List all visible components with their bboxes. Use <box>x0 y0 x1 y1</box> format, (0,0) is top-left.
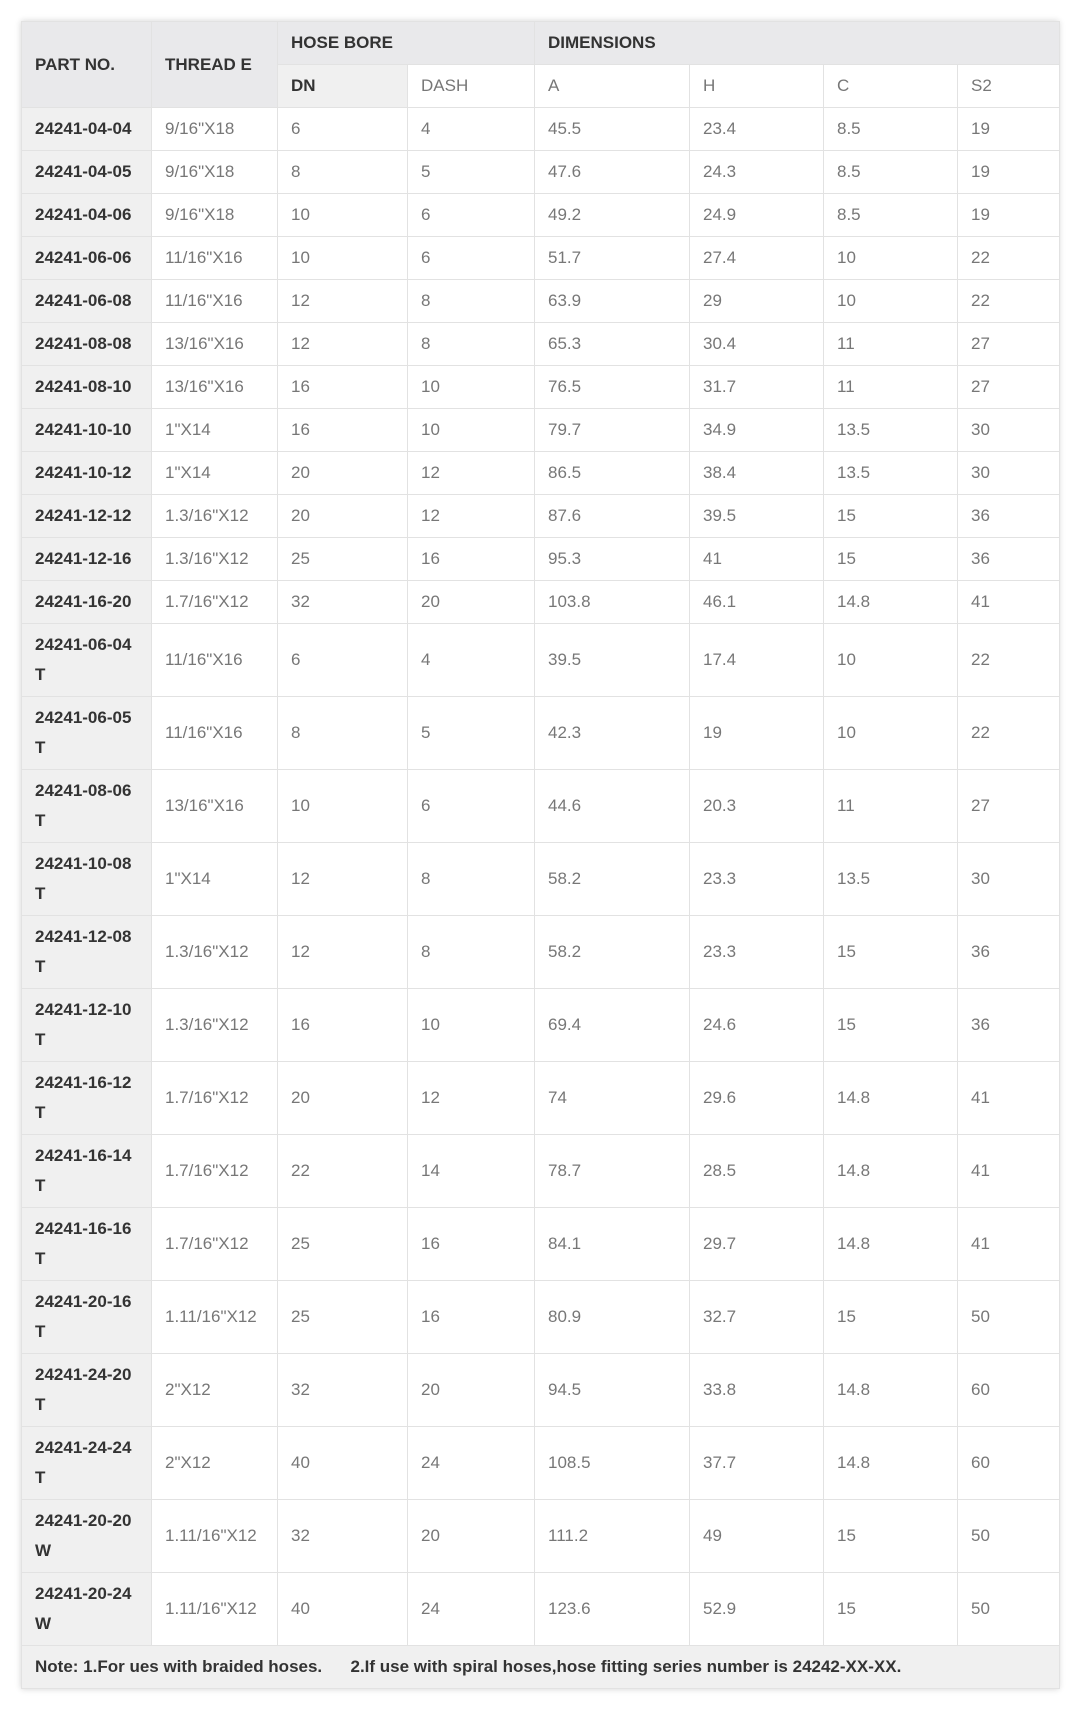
cell-a: 108.5 <box>535 1427 690 1500</box>
cell-s2: 50 <box>958 1500 1060 1573</box>
table-row <box>22 1354 1060 1427</box>
cell-part: 24241-08-10 <box>22 366 152 409</box>
cell-c: 13.5 <box>824 452 958 495</box>
table-row <box>22 194 1060 237</box>
cell-dn: 25 <box>278 538 408 581</box>
cell-a: 74 <box>535 1062 690 1135</box>
cell-c: 15 <box>824 1500 958 1573</box>
cell-part: 24241-08-08 <box>22 323 152 366</box>
cell-thread: 11/16"X16 <box>152 624 278 697</box>
cell-dash: 8 <box>408 916 535 989</box>
cell-c: 15 <box>824 989 958 1062</box>
cell-h: 49 <box>690 1500 824 1573</box>
cell-dn: 40 <box>278 1427 408 1500</box>
cell-dash: 20 <box>408 581 535 624</box>
cell-a: 94.5 <box>535 1354 690 1427</box>
cell-thread: 1.3/16"X12 <box>152 916 278 989</box>
cell-dash: 8 <box>408 280 535 323</box>
cell-a: 84.1 <box>535 1208 690 1281</box>
cell-thread: 1.7/16"X12 <box>152 1208 278 1281</box>
cell-s2: 60 <box>958 1354 1060 1427</box>
cell-c: 15 <box>824 538 958 581</box>
table-row <box>22 624 1060 697</box>
cell-part: 24241-20-20 W <box>22 1500 152 1573</box>
cell-a: 58.2 <box>535 843 690 916</box>
cell-part: 24241-10-12 <box>22 452 152 495</box>
cell-s2: 19 <box>958 108 1060 151</box>
cell-thread: 1"X14 <box>152 409 278 452</box>
cell-dash: 10 <box>408 409 535 452</box>
cell-dash: 5 <box>408 151 535 194</box>
cell-part: 24241-10-10 <box>22 409 152 452</box>
cell-dn: 16 <box>278 409 408 452</box>
cell-dn: 20 <box>278 452 408 495</box>
cell-thread: 1.3/16"X12 <box>152 538 278 581</box>
cell-a: 44.6 <box>535 770 690 843</box>
cell-dn: 10 <box>278 237 408 280</box>
cell-dn: 25 <box>278 1208 408 1281</box>
cell-h: 33.8 <box>690 1354 824 1427</box>
cell-thread: 1.3/16"X12 <box>152 495 278 538</box>
cell-a: 39.5 <box>535 624 690 697</box>
cell-a: 42.3 <box>535 697 690 770</box>
cell-c: 15 <box>824 916 958 989</box>
cell-c: 8.5 <box>824 194 958 237</box>
table-row <box>22 843 1060 916</box>
cell-s2: 60 <box>958 1427 1060 1500</box>
cell-part: 24241-20-16 T <box>22 1281 152 1354</box>
cell-thread: 9/16"X18 <box>152 151 278 194</box>
cell-h: 28.5 <box>690 1135 824 1208</box>
cell-dn: 6 <box>278 108 408 151</box>
cell-dash: 20 <box>408 1354 535 1427</box>
cell-h: 23.4 <box>690 108 824 151</box>
cell-part: 24241-12-10 T <box>22 989 152 1062</box>
cell-s2: 30 <box>958 452 1060 495</box>
note-row <box>22 1646 1060 1689</box>
table-row <box>22 1208 1060 1281</box>
cell-h: 52.9 <box>690 1573 824 1646</box>
header-c: C <box>824 65 958 108</box>
fitting-spec-table <box>21 21 1060 1689</box>
cell-thread: 13/16"X16 <box>152 323 278 366</box>
cell-c: 8.5 <box>824 108 958 151</box>
cell-c: 14.8 <box>824 1208 958 1281</box>
cell-dash: 8 <box>408 843 535 916</box>
cell-s2: 22 <box>958 280 1060 323</box>
cell-thread: 1.11/16"X12 <box>152 1573 278 1646</box>
cell-part: 24241-12-12 <box>22 495 152 538</box>
table-row <box>22 1062 1060 1135</box>
cell-dn: 10 <box>278 194 408 237</box>
cell-part: 24241-04-04 <box>22 108 152 151</box>
cell-part: 24241-06-04 T <box>22 624 152 697</box>
cell-s2: 36 <box>958 916 1060 989</box>
cell-h: 37.7 <box>690 1427 824 1500</box>
cell-thread: 9/16"X18 <box>152 194 278 237</box>
cell-c: 14.8 <box>824 581 958 624</box>
cell-dash: 24 <box>408 1573 535 1646</box>
cell-s2: 30 <box>958 843 1060 916</box>
cell-a: 123.6 <box>535 1573 690 1646</box>
cell-a: 45.5 <box>535 108 690 151</box>
cell-dash: 6 <box>408 237 535 280</box>
cell-dn: 12 <box>278 323 408 366</box>
cell-c: 11 <box>824 323 958 366</box>
cell-c: 11 <box>824 366 958 409</box>
cell-a: 111.2 <box>535 1500 690 1573</box>
cell-dn: 16 <box>278 989 408 1062</box>
cell-dn: 32 <box>278 1500 408 1573</box>
cell-c: 15 <box>824 495 958 538</box>
cell-thread: 1.11/16"X12 <box>152 1281 278 1354</box>
cell-h: 20.3 <box>690 770 824 843</box>
cell-thread: 1.7/16"X12 <box>152 581 278 624</box>
spec-table-card <box>21 21 1059 1689</box>
cell-s2: 50 <box>958 1573 1060 1646</box>
header-dn: DN <box>278 65 408 108</box>
cell-a: 78.7 <box>535 1135 690 1208</box>
cell-s2: 19 <box>958 151 1060 194</box>
table-row <box>22 280 1060 323</box>
cell-s2: 22 <box>958 697 1060 770</box>
table-row <box>22 323 1060 366</box>
cell-thread: 11/16"X16 <box>152 280 278 323</box>
cell-dash: 8 <box>408 323 535 366</box>
table-row <box>22 916 1060 989</box>
table-row <box>22 1281 1060 1354</box>
cell-dn: 32 <box>278 1354 408 1427</box>
cell-dn: 8 <box>278 151 408 194</box>
cell-dash: 14 <box>408 1135 535 1208</box>
cell-h: 29.7 <box>690 1208 824 1281</box>
cell-a: 63.9 <box>535 280 690 323</box>
cell-dn: 22 <box>278 1135 408 1208</box>
cell-c: 15 <box>824 1281 958 1354</box>
header-thread: THREAD E <box>152 22 278 108</box>
header-dimensions: DIMENSIONS <box>535 22 1060 65</box>
cell-c: 10 <box>824 697 958 770</box>
cell-part: 24241-24-20 T <box>22 1354 152 1427</box>
header-part-no: PART NO. <box>22 22 152 108</box>
cell-h: 29.6 <box>690 1062 824 1135</box>
table-header <box>22 22 1060 108</box>
table-row <box>22 495 1060 538</box>
table-row <box>22 452 1060 495</box>
cell-dn: 40 <box>278 1573 408 1646</box>
cell-part: 24241-04-06 <box>22 194 152 237</box>
table-row <box>22 581 1060 624</box>
cell-part: 24241-06-05 T <box>22 697 152 770</box>
cell-s2: 36 <box>958 538 1060 581</box>
table-row <box>22 989 1060 1062</box>
cell-s2: 41 <box>958 1062 1060 1135</box>
cell-dn: 8 <box>278 697 408 770</box>
table-row <box>22 1500 1060 1573</box>
table-row <box>22 697 1060 770</box>
cell-c: 15 <box>824 1573 958 1646</box>
header-hose-bore: HOSE BORE <box>278 22 535 65</box>
cell-a: 47.6 <box>535 151 690 194</box>
cell-h: 23.3 <box>690 843 824 916</box>
cell-c: 14.8 <box>824 1062 958 1135</box>
cell-part: 24241-10-08 T <box>22 843 152 916</box>
cell-s2: 41 <box>958 1208 1060 1281</box>
table-row <box>22 1135 1060 1208</box>
table-row <box>22 108 1060 151</box>
cell-s2: 27 <box>958 323 1060 366</box>
table-row <box>22 151 1060 194</box>
cell-s2: 50 <box>958 1281 1060 1354</box>
cell-c: 10 <box>824 280 958 323</box>
cell-s2: 41 <box>958 581 1060 624</box>
cell-a: 80.9 <box>535 1281 690 1354</box>
cell-s2: 19 <box>958 194 1060 237</box>
cell-h: 46.1 <box>690 581 824 624</box>
cell-dn: 32 <box>278 581 408 624</box>
table-row <box>22 538 1060 581</box>
cell-thread: 2"X12 <box>152 1354 278 1427</box>
cell-h: 24.6 <box>690 989 824 1062</box>
cell-thread: 2"X12 <box>152 1427 278 1500</box>
cell-h: 27.4 <box>690 237 824 280</box>
cell-h: 24.3 <box>690 151 824 194</box>
cell-c: 14.8 <box>824 1427 958 1500</box>
cell-s2: 22 <box>958 237 1060 280</box>
table-note: Note: 1.For ues with braided hoses. 2.If use with spiral hoses,hose fitting series number is 24242-XX-XX. <box>22 1646 1060 1689</box>
cell-dash: 4 <box>408 108 535 151</box>
cell-a: 76.5 <box>535 366 690 409</box>
cell-dash: 10 <box>408 989 535 1062</box>
cell-dash: 16 <box>408 1208 535 1281</box>
table-row <box>22 237 1060 280</box>
cell-a: 86.5 <box>535 452 690 495</box>
cell-h: 32.7 <box>690 1281 824 1354</box>
cell-dn: 12 <box>278 280 408 323</box>
cell-dash: 5 <box>408 697 535 770</box>
cell-dn: 20 <box>278 495 408 538</box>
cell-part: 24241-08-06 T <box>22 770 152 843</box>
cell-dash: 20 <box>408 1500 535 1573</box>
cell-a: 69.4 <box>535 989 690 1062</box>
cell-dn: 10 <box>278 770 408 843</box>
cell-c: 10 <box>824 624 958 697</box>
cell-s2: 27 <box>958 770 1060 843</box>
cell-h: 17.4 <box>690 624 824 697</box>
cell-s2: 27 <box>958 366 1060 409</box>
cell-dn: 6 <box>278 624 408 697</box>
cell-s2: 22 <box>958 624 1060 697</box>
cell-dash: 12 <box>408 452 535 495</box>
cell-dash: 6 <box>408 770 535 843</box>
cell-a: 79.7 <box>535 409 690 452</box>
table-row <box>22 409 1060 452</box>
header-a: A <box>535 65 690 108</box>
cell-part: 24241-16-16 T <box>22 1208 152 1281</box>
cell-thread: 9/16"X18 <box>152 108 278 151</box>
cell-a: 49.2 <box>535 194 690 237</box>
cell-part: 24241-12-08 T <box>22 916 152 989</box>
cell-thread: 11/16"X16 <box>152 237 278 280</box>
cell-h: 34.9 <box>690 409 824 452</box>
cell-s2: 36 <box>958 495 1060 538</box>
cell-h: 39.5 <box>690 495 824 538</box>
cell-part: 24241-06-08 <box>22 280 152 323</box>
cell-part: 24241-24-24 T <box>22 1427 152 1500</box>
cell-h: 38.4 <box>690 452 824 495</box>
cell-c: 14.8 <box>824 1135 958 1208</box>
cell-dn: 12 <box>278 843 408 916</box>
cell-thread: 1"X14 <box>152 843 278 916</box>
cell-c: 8.5 <box>824 151 958 194</box>
cell-thread: 13/16"X16 <box>152 366 278 409</box>
cell-c: 11 <box>824 770 958 843</box>
cell-thread: 1.11/16"X12 <box>152 1500 278 1573</box>
cell-dash: 10 <box>408 366 535 409</box>
cell-dash: 16 <box>408 538 535 581</box>
cell-s2: 36 <box>958 989 1060 1062</box>
cell-h: 41 <box>690 538 824 581</box>
cell-a: 87.6 <box>535 495 690 538</box>
table-row <box>22 1573 1060 1646</box>
header-s2: S2 <box>958 65 1060 108</box>
cell-a: 103.8 <box>535 581 690 624</box>
cell-c: 14.8 <box>824 1354 958 1427</box>
cell-dash: 12 <box>408 495 535 538</box>
cell-h: 31.7 <box>690 366 824 409</box>
cell-s2: 41 <box>958 1135 1060 1208</box>
cell-thread: 1.7/16"X12 <box>152 1135 278 1208</box>
cell-h: 29 <box>690 280 824 323</box>
cell-dn: 12 <box>278 916 408 989</box>
cell-part: 24241-16-14 T <box>22 1135 152 1208</box>
cell-part: 24241-06-06 <box>22 237 152 280</box>
cell-a: 65.3 <box>535 323 690 366</box>
cell-a: 51.7 <box>535 237 690 280</box>
cell-dash: 24 <box>408 1427 535 1500</box>
cell-part: 24241-12-16 <box>22 538 152 581</box>
cell-thread: 13/16"X16 <box>152 770 278 843</box>
cell-part: 24241-20-24 W <box>22 1573 152 1646</box>
cell-a: 58.2 <box>535 916 690 989</box>
cell-h: 24.9 <box>690 194 824 237</box>
cell-c: 10 <box>824 237 958 280</box>
cell-a: 95.3 <box>535 538 690 581</box>
cell-dash: 6 <box>408 194 535 237</box>
cell-h: 19 <box>690 697 824 770</box>
cell-h: 30.4 <box>690 323 824 366</box>
table-row <box>22 770 1060 843</box>
cell-thread: 1.7/16"X12 <box>152 1062 278 1135</box>
table-body <box>22 108 1060 1646</box>
cell-dn: 16 <box>278 366 408 409</box>
cell-h: 23.3 <box>690 916 824 989</box>
cell-dash: 4 <box>408 624 535 697</box>
header-h: H <box>690 65 824 108</box>
table-row <box>22 366 1060 409</box>
cell-c: 13.5 <box>824 843 958 916</box>
cell-s2: 30 <box>958 409 1060 452</box>
cell-thread: 11/16"X16 <box>152 697 278 770</box>
cell-thread: 1"X14 <box>152 452 278 495</box>
table-row <box>22 1427 1060 1500</box>
cell-c: 13.5 <box>824 409 958 452</box>
cell-dash: 16 <box>408 1281 535 1354</box>
cell-part: 24241-04-05 <box>22 151 152 194</box>
cell-dn: 25 <box>278 1281 408 1354</box>
cell-thread: 1.3/16"X12 <box>152 989 278 1062</box>
cell-dash: 12 <box>408 1062 535 1135</box>
cell-part: 24241-16-20 <box>22 581 152 624</box>
cell-part: 24241-16-12 T <box>22 1062 152 1135</box>
header-dash: DASH <box>408 65 535 108</box>
cell-dn: 20 <box>278 1062 408 1135</box>
